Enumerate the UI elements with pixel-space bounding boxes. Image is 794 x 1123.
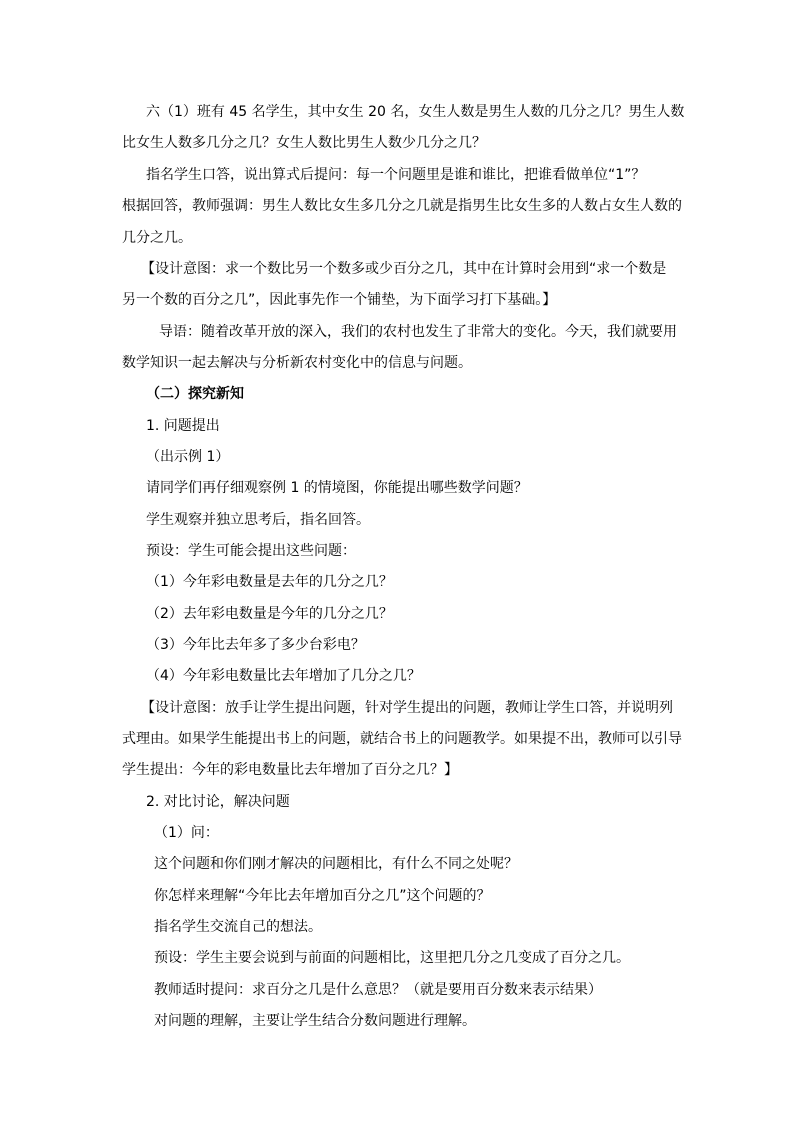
- design-note-1-line-2: 另一个数的百分之几”，因此事先作一个铺垫，为下面学习打下基础。】: [122, 292, 557, 308]
- paragraph-2-line-3: 几分之几。: [122, 230, 192, 246]
- paragraph-1-line-1: 六（1）班有 45 名学生，其中女生 20 名，女生人数是男生人数的几分之几？男生人数: [146, 104, 685, 120]
- prompt-observe: 请同学们再仔细观察例 1 的情境图，你能提出哪些数学问题？: [146, 480, 528, 496]
- design-note-1-line-1: 【设计意图：求一个数比另一个数多或少百分之几，其中在计算时会用到“求一个数是: [141, 261, 667, 277]
- ask-label: （1）问：: [154, 825, 219, 841]
- design-note-2-line-1: 【设计意图：放手让学生提出问题，针对学生提出的问题，教师让学生口答，并说明列: [141, 700, 673, 716]
- discussion-item: 教师适时提问：求百分之几是什么意思？（就是要用百分数来表示结果）: [154, 982, 602, 998]
- paragraph-1-line-2: 比女生人数多几分之几？女生人数比男生人数少几分之几？: [122, 135, 486, 151]
- question-item: （3）今年比去年多了多少台彩电？: [146, 637, 365, 653]
- prompt-answer: 学生观察并独立思考后，指名回答。: [146, 512, 370, 528]
- paragraph-2-line-2: 根据回答，教师强调：男生人数比女生多几分之几就是指男生比女生多的人数占女生人数的: [122, 198, 682, 214]
- question-item: （4）今年彩电数量比去年增加了几分之几？: [146, 668, 421, 684]
- discussion-item: 你怎样来理解“今年比去年增加百分之几”这个问题的？: [154, 888, 491, 904]
- section-heading: （二）探究新知: [146, 386, 244, 402]
- discussion-item: 指名学生交流自己的想法。: [154, 919, 322, 935]
- preset-label: 预设：学生可能会提出这些问题：: [146, 543, 356, 559]
- guide-line-1: 导语：随着改革开放的深入，我们的农村也发生了非常大的变化。今天，我们就要用: [159, 324, 677, 340]
- discussion-item: 这个问题和你们刚才解决的问题相比，有什么不同之处呢？: [154, 856, 518, 872]
- design-note-2-line-3: 学生提出：今年的彩电数量比去年增加了百分之几？】: [122, 762, 458, 778]
- guide-line-2: 数学知识一起去解决与分析新农村变化中的信息与问题。: [122, 355, 472, 371]
- question-item: （2）去年彩电数量是今年的几分之几？: [146, 606, 393, 622]
- subheading-problem: 1. 问题提出: [146, 418, 220, 434]
- discussion-item: 预设：学生主要会说到与前面的问题相比，这里把几分之几变成了百分之几。: [154, 950, 630, 966]
- subheading-discussion: 2. 对比讨论，解决问题: [146, 794, 290, 810]
- paragraph-2-line-1: 指名学生口答，说出算式后提问：每一个问题里是谁和谁比，把谁看做单位“1”？: [146, 167, 646, 183]
- design-note-2-line-2: 式理由。如果学生能提出书上的问题，就结合书上的问题教学。如果提不出，教师可以引导: [122, 731, 682, 747]
- discussion-item: 对问题的理解，主要让学生结合分数问题进行理解。: [154, 1013, 476, 1029]
- question-item: （1）今年彩电数量是去年的几分之几？: [146, 574, 393, 590]
- example-label: （出示例 1）: [146, 449, 230, 465]
